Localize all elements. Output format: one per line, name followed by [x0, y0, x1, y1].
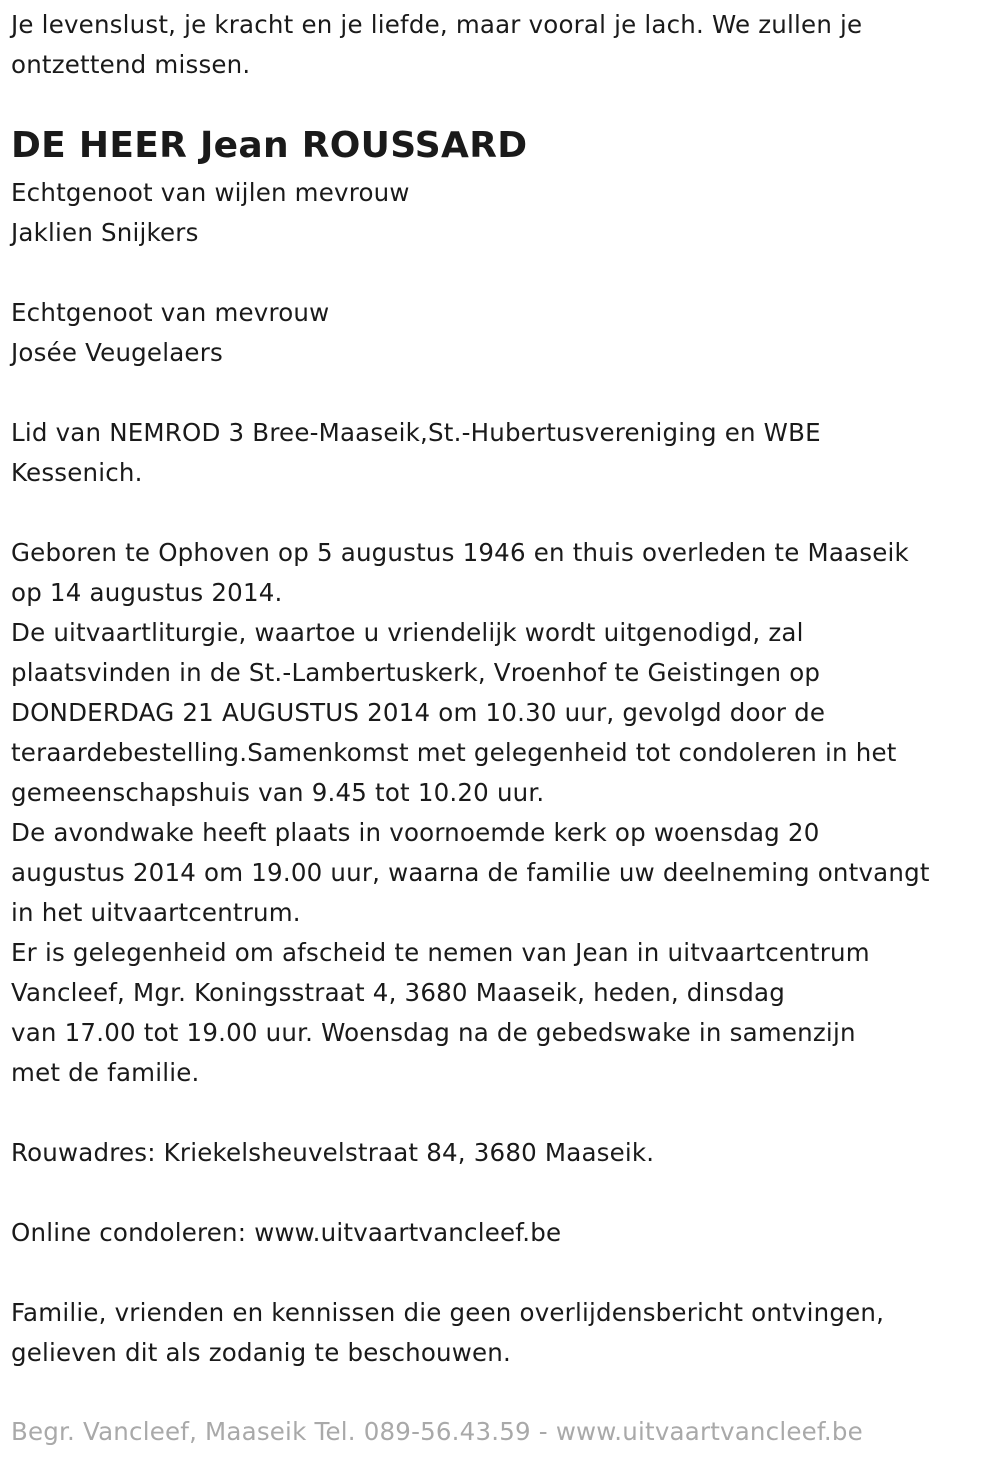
closing-line: Familie, vrienden en kennissen die geen overlijdensbericht ontvingen,: [11, 1298, 885, 1327]
membership-block: [11, 413, 821, 493]
late-spouse-block: [11, 173, 410, 253]
details-line: op 14 augustus 2014.: [11, 578, 283, 607]
closing-note: [11, 1293, 884, 1373]
details-line: augustus 2014 om 19.00 uur, waarna de familie uw deelneming ontvangt: [11, 858, 930, 887]
spouse-line: Echtgenoot van mevrouw: [11, 298, 330, 327]
details-line: in het uitvaartcentrum.: [11, 898, 301, 927]
details-line: Geboren te Ophoven op 5 augustus 1946 en thuis overleden te Maaseik: [11, 538, 909, 567]
details-line: De avondwake heeft plaats in voornoemde kerk op woensdag 20: [11, 818, 820, 847]
funeral-home-footer: Begr. Vancleef, Maaseik Tel. 089-56.43.59 - www.uitvaartvancleef.be: [11, 1417, 863, 1446]
late-spouse-line: Echtgenoot van wijlen mevrouw: [11, 178, 410, 207]
spouse-name: Josée Veugelaers: [11, 338, 223, 367]
details-line: De uitvaartliturgie, waartoe u vriendelijk wordt uitgenodigd, zal: [11, 618, 804, 647]
intro-text: [11, 5, 862, 85]
mourning-address: [11, 1133, 654, 1173]
details-line: gemeenschapshuis van 9.45 tot 10.20 uur.: [11, 778, 545, 807]
deceased-name: DE HEER Jean ROUSSARD: [11, 125, 528, 166]
details-line: met de familie.: [11, 1058, 200, 1087]
spouse-block: [11, 293, 329, 373]
online-condolences: [11, 1213, 561, 1253]
late-spouse-name: Jaklien Snijkers: [11, 218, 199, 247]
details-line: Er is gelegenheid om afscheid te nemen van Jean in uitvaartcentrum: [11, 938, 870, 967]
membership-line: Kessenich.: [11, 458, 143, 487]
details-line: van 17.00 tot 19.00 uur. Woensdag na de gebedswake in samenzijn: [11, 1018, 856, 1047]
closing-line: gelieven dit als zodanig te beschouwen.: [11, 1338, 512, 1367]
funeral-details: [11, 533, 930, 1093]
intro-line: ontzettend missen.: [11, 50, 251, 79]
details-line: teraardebestelling.Samenkomst met gelegenheid tot condoleren in het: [11, 738, 897, 767]
details-line: Vancleef, Mgr. Koningsstraat 4, 3680 Maaseik, heden, dinsdag: [11, 978, 785, 1007]
details-line: plaatsvinden in de St.-Lambertuskerk, Vroenhof te Geistingen op: [11, 658, 821, 687]
online-line: Online condoleren: www.uitvaartvancleef.be: [11, 1218, 562, 1247]
details-line: DONDERDAG 21 AUGUSTUS 2014 om 10.30 uur, gevolgd door de: [11, 698, 826, 727]
membership-line: Lid van NEMROD 3 Bree-Maaseik,St.-Hubertusvereniging en WBE: [11, 418, 821, 447]
address-line: Rouwadres: Kriekelsheuvelstraat 84, 3680 Maaseik.: [11, 1138, 655, 1167]
intro-line: Je levenslust, je kracht en je liefde, maar vooral je lach. We zullen je: [11, 10, 863, 39]
